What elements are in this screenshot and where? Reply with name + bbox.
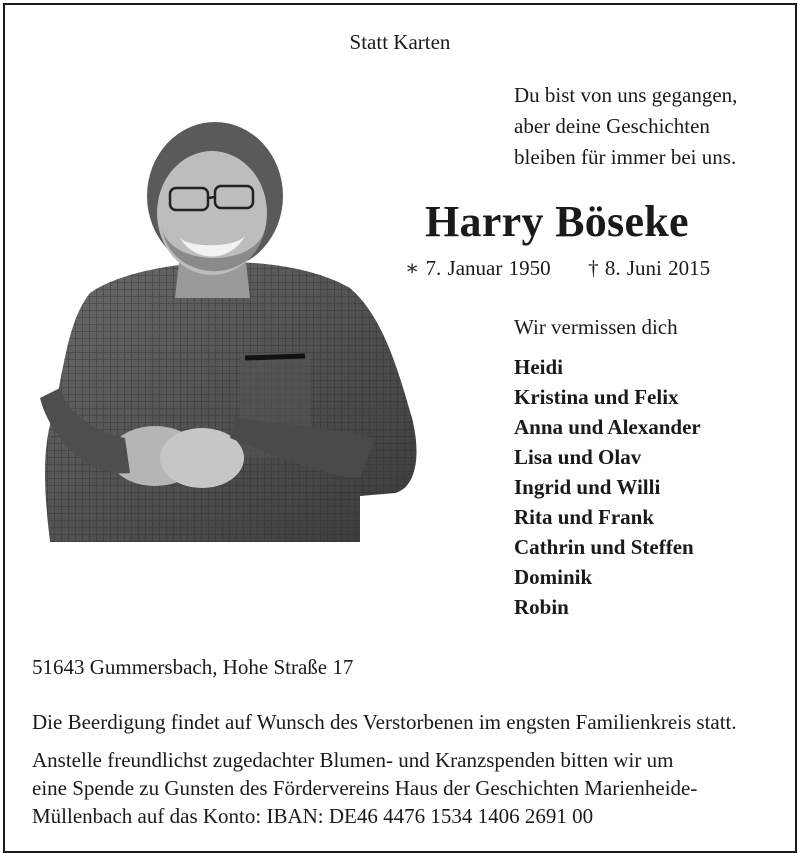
mourner-name: Robin [514, 595, 569, 619]
address: 51643 Gummersbach, Hohe Straße 17 [32, 655, 354, 679]
we-miss-you: Wir vermissen dich [514, 315, 678, 339]
header-statt-karten: Statt Karten [349, 30, 451, 54]
quote-line: Du bist von uns gegangen, [514, 83, 738, 107]
mourner-name: Lisa und Olav [514, 445, 642, 469]
donation-line: Müllenbach auf das Konto: IBAN: DE46 4476 1534 1406 2691 00 [32, 804, 594, 828]
mourner-name: Kristina und Felix [514, 385, 679, 409]
mourner-name: Anna und Alexander [514, 415, 701, 439]
mourners-list [514, 352, 701, 622]
mourner-name: Dominik [514, 565, 593, 589]
donation-note [32, 746, 772, 830]
portrait-photo [30, 118, 425, 542]
quote-line: bleiben für immer bei uns. [514, 145, 737, 169]
mourner-name: Heidi [514, 355, 564, 379]
mourner-name: Cathrin und Steffen [514, 535, 694, 559]
memorial-quote [514, 80, 737, 173]
mourner-name: Rita und Frank [514, 505, 655, 529]
deceased-name: Harry Böseke [425, 197, 689, 246]
mourner-name: Ingrid und Willi [514, 475, 661, 499]
quote-line: aber deine Geschichten [514, 114, 710, 138]
life-dates [405, 256, 710, 281]
donation-line: eine Spende zu Gunsten des Fördervereins Haus der Geschichten Marienheide- [32, 776, 698, 800]
funeral-note: Die Beerdigung findet auf Wunsch des Verstorbenen im engsten Familienkreis statt. [32, 710, 737, 734]
death-date: † 8. Juni 2015 [588, 256, 711, 280]
donation-line: Anstelle freundlichst zugedachter Blumen- und Kranzspenden bitten wir um [32, 748, 674, 772]
birth-date: ∗ 7. Januar 1950 [405, 256, 551, 280]
